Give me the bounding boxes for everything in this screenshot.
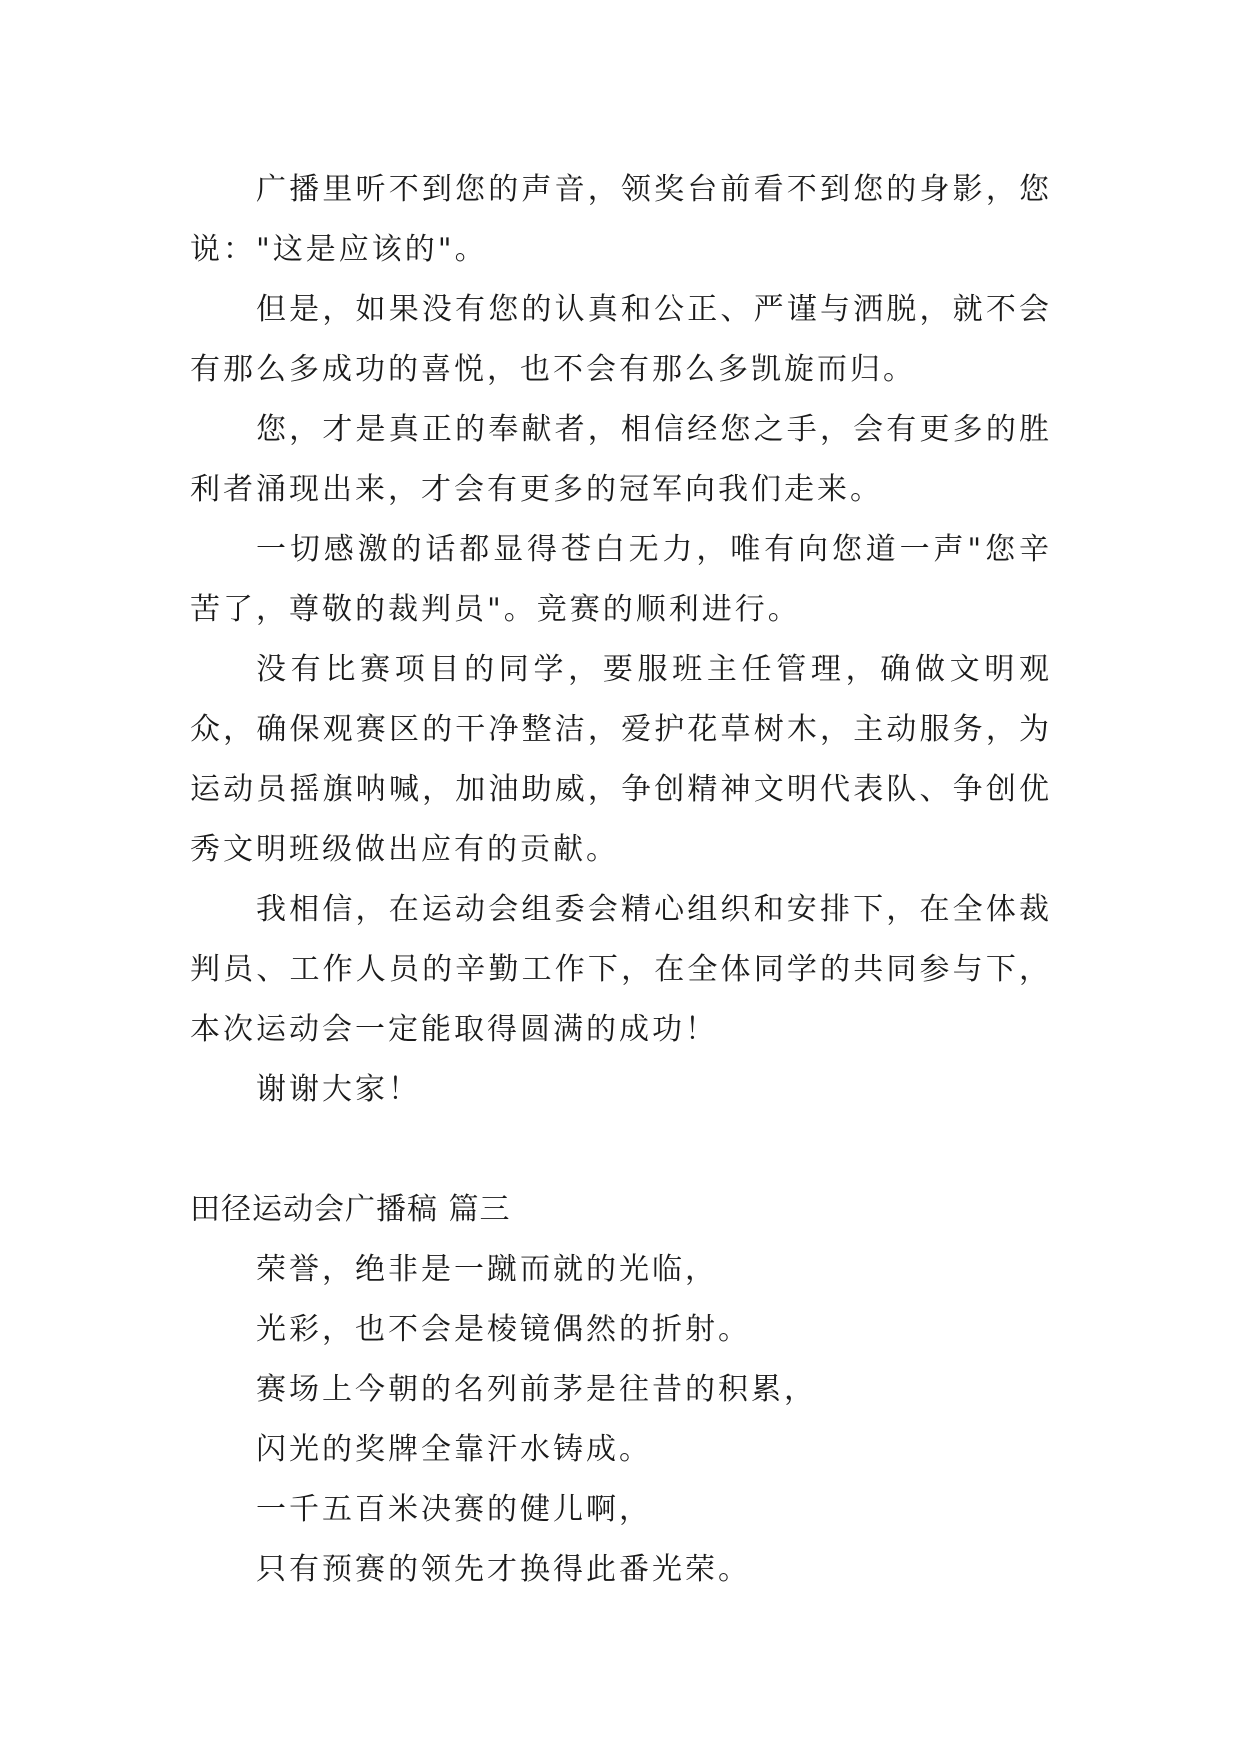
paragraph: 谢谢大家！	[256, 1072, 421, 1107]
paragraph: 没有比赛项目的同学，要服班主任管理，确做文明观众，确保观赛区的干净整洁，爱护花草树木，主动服务，为运动员摇旗呐喊，加油助威，争创精神文明代表队、争创优秀文明班级做出应有的贡献。	[190, 652, 1052, 867]
paragraph: 广播里听不到您的声音，领奖台前看不到您的身影，您说："这是应该的"。	[190, 172, 1052, 267]
paragraph: 您，才是真正的奉献者，相信经您之手，会有更多的胜利者涌现出来，才会有更多的冠军向我们走来。	[190, 412, 1052, 507]
section-heading: 田径运动会广播稿 篇三	[190, 1192, 511, 1227]
document-body	[190, 160, 1052, 1600]
verse-line: 只有预赛的领先才换得此番光荣。	[256, 1552, 751, 1587]
paragraph: 但是，如果没有您的认真和公正、严谨与洒脱，就不会有那么多成功的喜悦，也不会有那么多凯旋而归。	[190, 292, 1052, 387]
verse-line: 荣誉，绝非是一蹴而就的光临，	[256, 1252, 718, 1287]
paragraph: 我相信，在运动会组委会精心组织和安排下，在全体裁判员、工作人员的辛勤工作下，在全体同学的共同参与下，本次运动会一定能取得圆满的成功！	[190, 892, 1052, 1047]
verse-line: 闪光的奖牌全靠汗水铸成。	[256, 1432, 652, 1467]
verse-line: 一千五百米决赛的健儿啊，	[256, 1492, 652, 1527]
paragraph: 一切感激的话都显得苍白无力，唯有向您道一声"您辛苦了，尊敬的裁判员"。竞赛的顺利进行。	[190, 532, 1052, 627]
verse-line: 光彩，也不会是棱镜偶然的折射。	[256, 1312, 751, 1347]
verse-line: 赛场上今朝的名列前茅是往昔的积累，	[256, 1372, 817, 1407]
